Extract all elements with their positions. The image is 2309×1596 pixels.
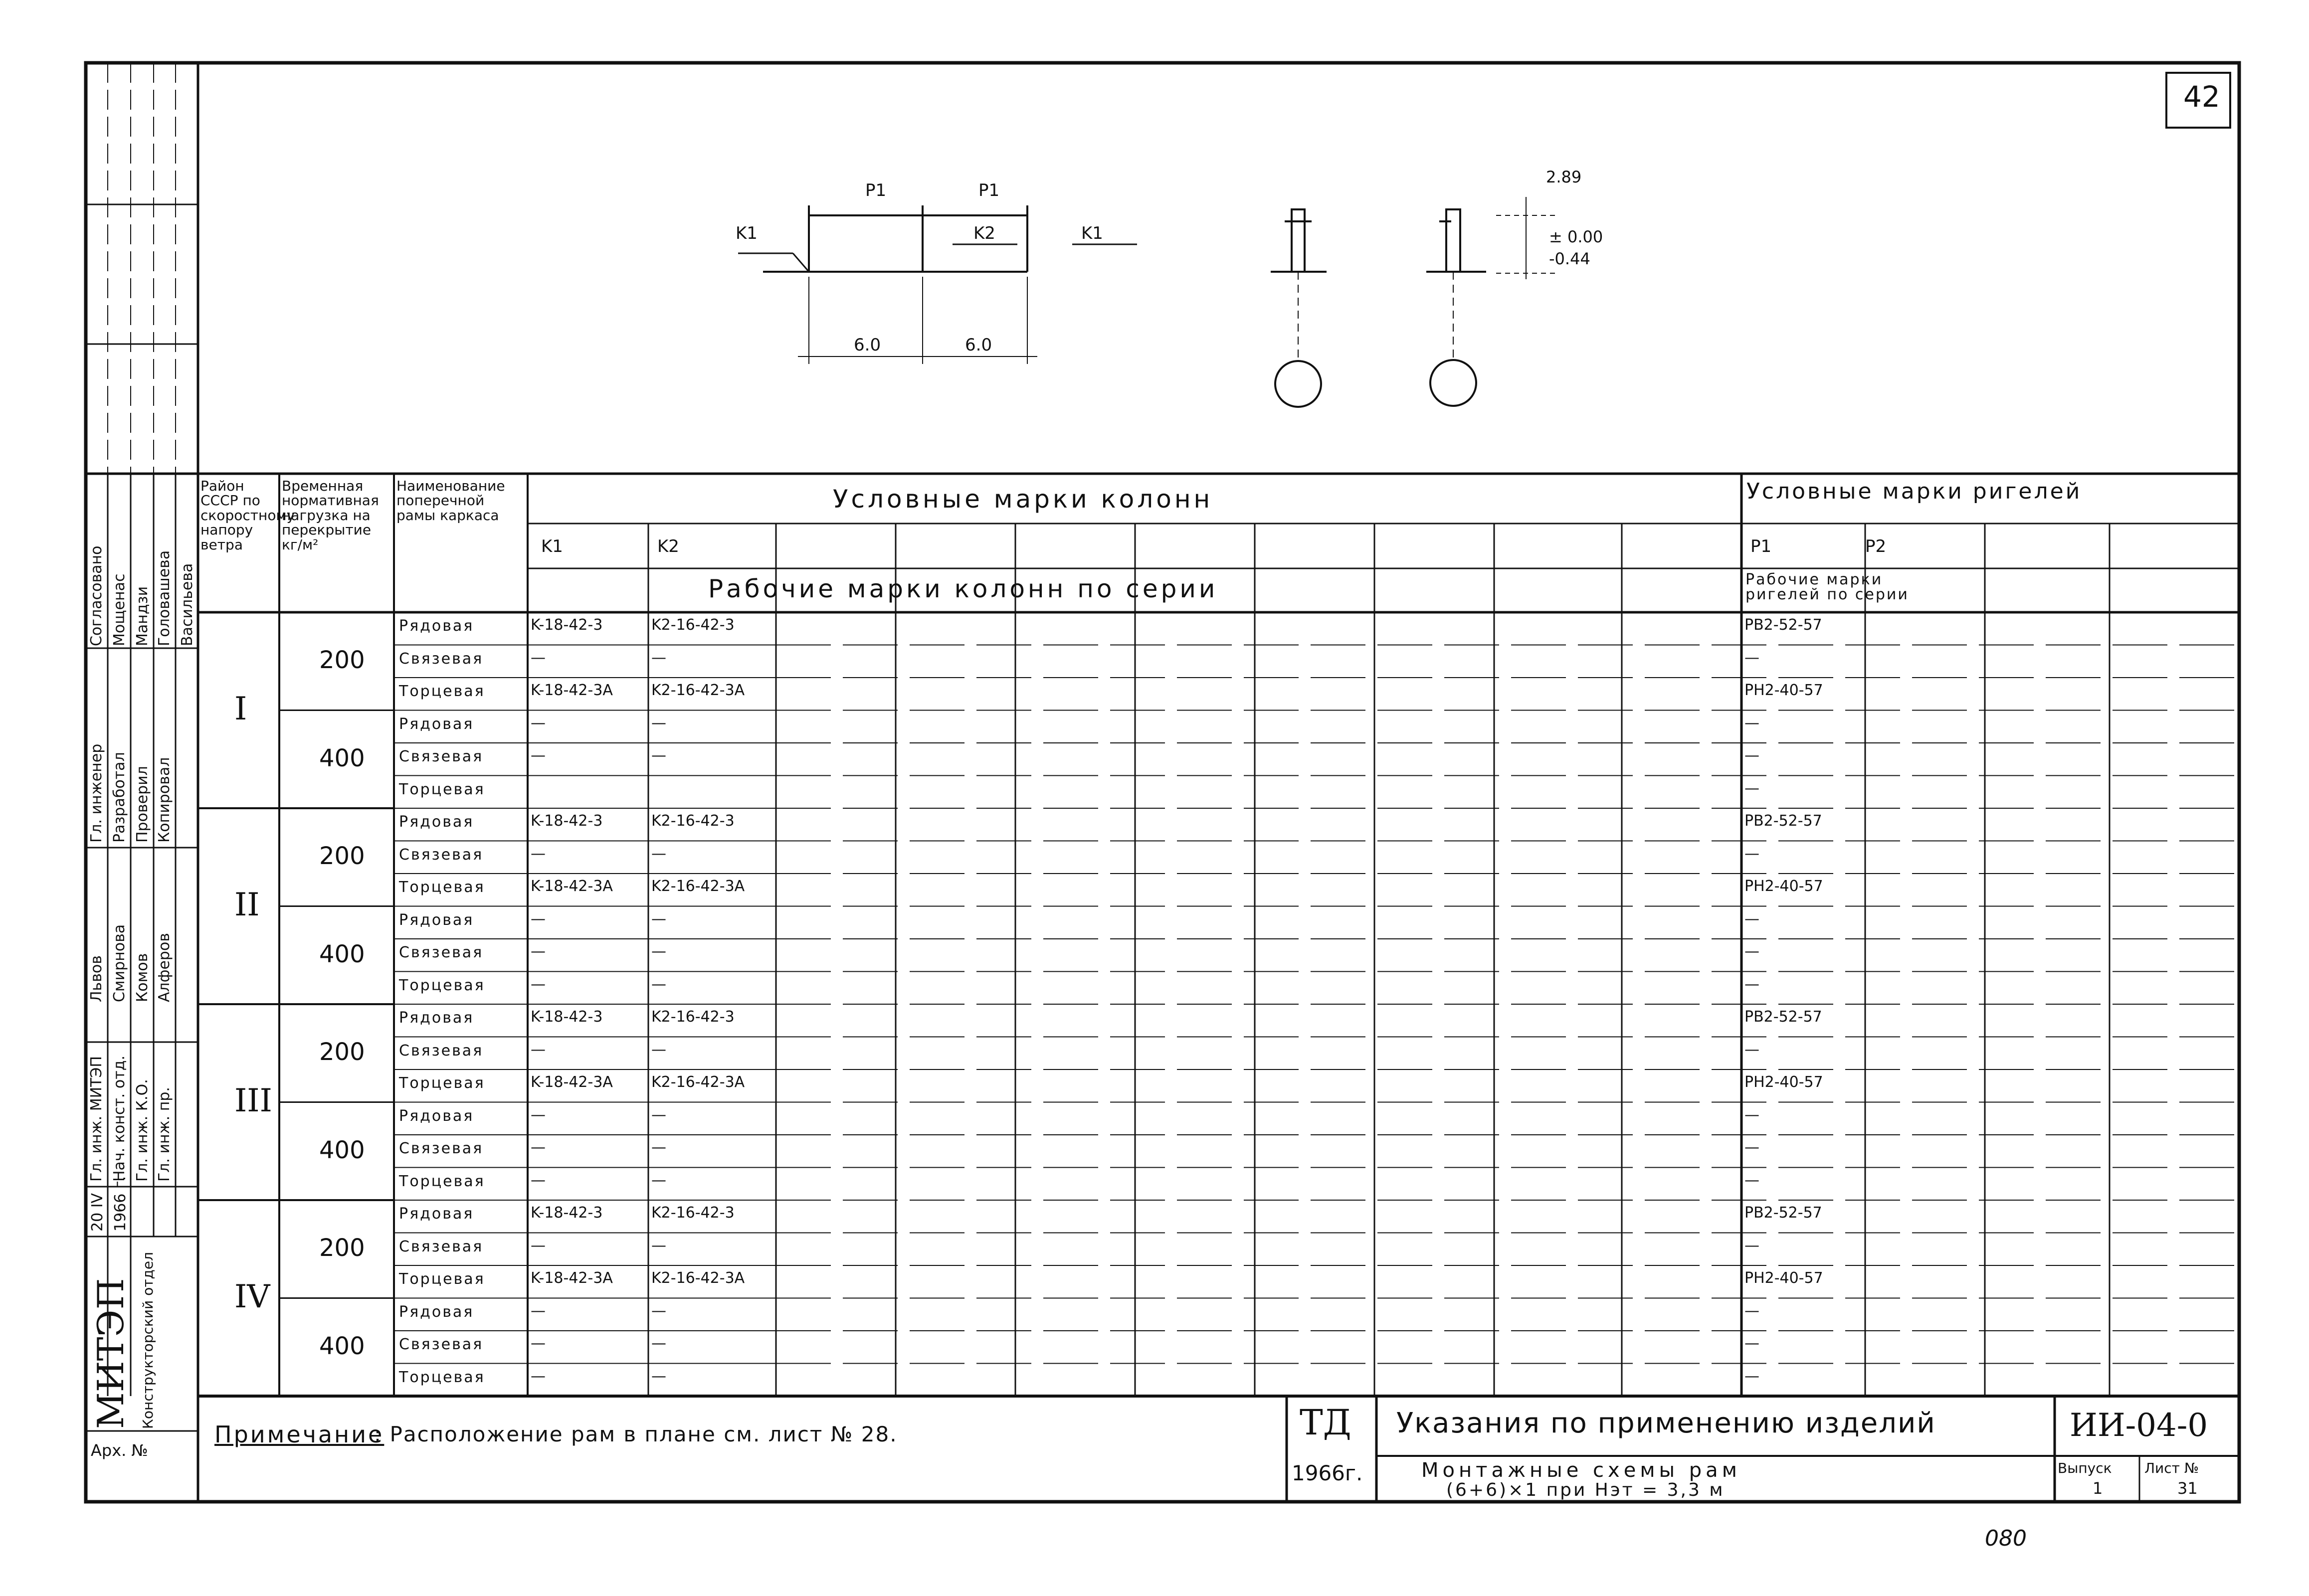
p1-mark: PH2-40-57 [1744,878,1823,895]
head-work-cols: Рабочие марки колонн по серии [708,574,1218,603]
role2-1: Гл. инженер [88,743,105,843]
k1-mark: K-18-42-3 [531,1008,603,1026]
head-cond-cols: Условные марки колонн [833,485,1213,514]
head-cond-beams: Условные марки ригелей [1746,479,2082,504]
head-work-beams: Рабочие марки ригелей по серии [1745,571,1909,603]
load-value: 200 [319,646,365,675]
k1-mark: — [531,1171,546,1189]
k2-mark: — [651,1237,666,1254]
load-value: 400 [319,1332,365,1360]
elev-top: 2.89 [1546,168,1582,186]
year-1: 20 IV [89,1193,106,1232]
span-label-2: P1 [978,180,1000,200]
p1-mark: — [1744,845,1759,863]
role3-4: Гл. инж. пр. [156,1087,173,1182]
p1-mark: — [1744,747,1759,764]
td-year: 1966г. [1292,1461,1363,1485]
k2-header: K2 [657,536,679,556]
role3-1: Гл. инж. МИТЭП [88,1056,105,1182]
k1-mark: K-18-42-3A [531,878,613,895]
k2-mark: K2-16-42-3 [651,1204,735,1222]
p1-mark: — [1744,1335,1759,1352]
frame-type: Торцевая [399,780,485,798]
frame-type: Рядовая [399,1009,474,1027]
role2-4: Копировал [156,757,173,843]
p1-mark: PH2-40-57 [1744,682,1823,699]
k1-mark: — [531,1139,546,1156]
p1-mark: — [1744,714,1759,732]
p1-header: P1 [1750,536,1772,556]
p1-mark: — [1744,1106,1759,1124]
role-2: Мандзи [134,586,151,646]
frame-type: Связевая [399,944,484,961]
note-label: Примечание [214,1421,385,1448]
k1-mark: K-18-42-3 [531,616,603,634]
frame-type: Рядовая [399,1205,474,1223]
k2-mark: K2-16-42-3 [651,616,735,634]
k1-mark: — [531,747,546,764]
doc-subtitle-1: Монтажные схемы рам [1421,1459,1741,1482]
name2-3: Комов [134,953,151,1002]
region-number: II [234,886,260,923]
k1-mark: K-18-42-3A [531,1269,613,1287]
p1-mark: — [1744,1139,1759,1156]
frame-type: Связевая [399,846,484,864]
k1-mark: — [531,1237,546,1254]
p1-mark: — [1744,1171,1759,1189]
k1-mark: K-18-42-3 [531,812,603,830]
frame-type: Рядовая [399,1303,474,1321]
load-value: 400 [319,744,365,772]
k2-mark: — [651,910,666,928]
k2-mark: K2-16-42-3A [651,878,745,895]
load-value: 200 [319,842,365,871]
frame-type: Рядовая [399,911,474,929]
frame-type: Торцевая [399,1270,485,1288]
head-frame: Наименование поперечной рамы каркаса [396,478,505,524]
load-value: 200 [319,1234,365,1262]
k1-mark: — [531,1302,546,1320]
name2-1: Львов [88,955,105,1002]
doc-code: ИИ-04-0 [2070,1407,2208,1444]
p1-mark: PB2-52-57 [1744,616,1822,634]
region-number: I [234,690,247,727]
k2-mark: — [651,1367,666,1385]
k2-mark: K2-16-42-3A [651,682,745,699]
page-number: 42 [2183,80,2220,114]
head-region: Район СССР по скоростному напору ветра [200,478,295,553]
frame-type: Торцевая [399,1368,485,1386]
k2-mark: K2-16-42-3 [651,812,735,830]
k2-mark: — [651,1335,666,1352]
load-value: 200 [319,1038,365,1066]
k2-mark: — [651,975,666,993]
frame-type: Связевая [399,1336,484,1353]
p1-mark: — [1744,910,1759,928]
td-label: ТД [1300,1402,1351,1443]
k2-mark: — [651,747,666,764]
head-load: Временная нормативная нагрузка на перекрытие кг/м² [282,478,379,553]
k2-mark: — [651,1171,666,1189]
k2-mark: K2-16-42-3A [651,1073,745,1091]
p1-mark: PH2-40-57 [1744,1073,1823,1091]
col-label-3: K1 [1081,223,1103,243]
role3-3: Гл. инж. К.О. [134,1079,151,1182]
frame-type: Торцевая [399,1074,485,1092]
elev-bottom: -0.44 [1549,249,1590,268]
dim-2: 6.0 [965,335,992,355]
stamp-number: 080 [1985,1526,2027,1551]
sheet-label: Лист № [2144,1460,2199,1476]
k1-mark: — [531,1367,546,1385]
year-2: 1966 г. [112,1176,129,1232]
p1-mark: — [1744,1041,1759,1059]
role-1: Мощенас [111,573,128,646]
frame-type: Торцевая [399,1172,485,1190]
k1-mark: — [531,649,546,667]
agreed-label: Согласовано [88,545,105,646]
frame-type: Связевая [399,650,484,668]
k1-mark: — [531,910,546,928]
role2-3: Проверил [134,766,151,843]
frame-type: Связевая [399,1042,484,1060]
region-number: III [234,1082,272,1119]
region-number: IV [234,1278,270,1315]
k2-mark: — [651,1139,666,1156]
frame-type: Связевая [399,1238,484,1255]
name2-2: Смирнова [111,924,128,1002]
doc-title: Указания по применению изделий [1396,1407,1936,1439]
org-name: МИТЭП [90,1278,132,1429]
k1-mark: — [531,943,546,960]
k1-mark: K-18-42-3A [531,1073,613,1091]
k1-header: K1 [541,536,563,556]
dept-name: Конструкторский отдел [140,1251,156,1429]
frame-type: Связевая [399,748,484,765]
p1-mark: — [1744,975,1759,993]
k2-mark: — [651,714,666,732]
frame-type: Рядовая [399,617,474,635]
k2-mark: — [651,845,666,863]
p1-mark: — [1744,1367,1759,1385]
p1-mark: — [1744,649,1759,667]
p2-header: P2 [1865,536,1887,556]
span-label-1: P1 [865,180,887,200]
col-label-1: K1 [736,223,758,243]
p1-mark: — [1744,1302,1759,1320]
doc-subtitle-2: (6+6)×1 при Нэт = 3,3 м [1446,1480,1725,1500]
name2-4: Алферов [156,933,173,1002]
col-label-2: K2 [973,223,995,243]
k1-mark: K-18-42-3A [531,682,613,699]
p1-mark: — [1744,1237,1759,1254]
k1-mark: — [531,714,546,732]
frame-type: Рядовая [399,813,474,831]
role-3: Головашева [156,550,173,646]
k1-mark: — [531,845,546,863]
k2-mark: — [651,943,666,960]
k2-mark: K2-16-42-3A [651,1269,745,1287]
frame-type: Торцевая [399,879,485,896]
issue-number: 1 [2093,1479,2103,1498]
issue-label: Выпуск [2058,1460,2112,1476]
k1-mark: — [531,1335,546,1352]
k2-mark: — [651,1041,666,1059]
k1-mark: — [531,1041,546,1059]
k1-mark: — [531,1106,546,1124]
load-value: 400 [319,940,365,968]
k1-mark: — [531,975,546,993]
k2-mark: K2-16-42-3 [651,1008,735,1026]
role2-2: Разработал [111,752,128,843]
frame-type: Торцевая [399,683,485,700]
frame-type: Рядовая [399,715,474,733]
role-4: Васильева [179,563,196,646]
frame-type: Торцевая [399,976,485,994]
p1-mark: PB2-52-57 [1744,812,1822,830]
p1-mark: PH2-40-57 [1744,1269,1823,1287]
p1-mark: — [1744,943,1759,960]
frame-type: Связевая [399,1140,484,1157]
k2-mark: — [651,1302,666,1320]
k2-mark: — [651,649,666,667]
archive-label: Арх. № [91,1441,148,1460]
p1-mark: PB2-52-57 [1744,1008,1822,1026]
note-text: : Расположение рам в плане см. лист № 28. [374,1422,898,1446]
load-value: 400 [319,1136,365,1164]
frame-type: Рядовая [399,1107,474,1125]
p1-mark: — [1744,779,1759,797]
dim-1: 6.0 [854,335,881,355]
elev-zero: ± 0.00 [1549,227,1603,246]
role3-2: Нач. конст. отд. [111,1056,128,1182]
k1-mark: K-18-42-3 [531,1204,603,1222]
sheet-number: 31 [2177,1479,2198,1498]
p1-mark: PB2-52-57 [1744,1204,1822,1222]
k2-mark: — [651,1106,666,1124]
